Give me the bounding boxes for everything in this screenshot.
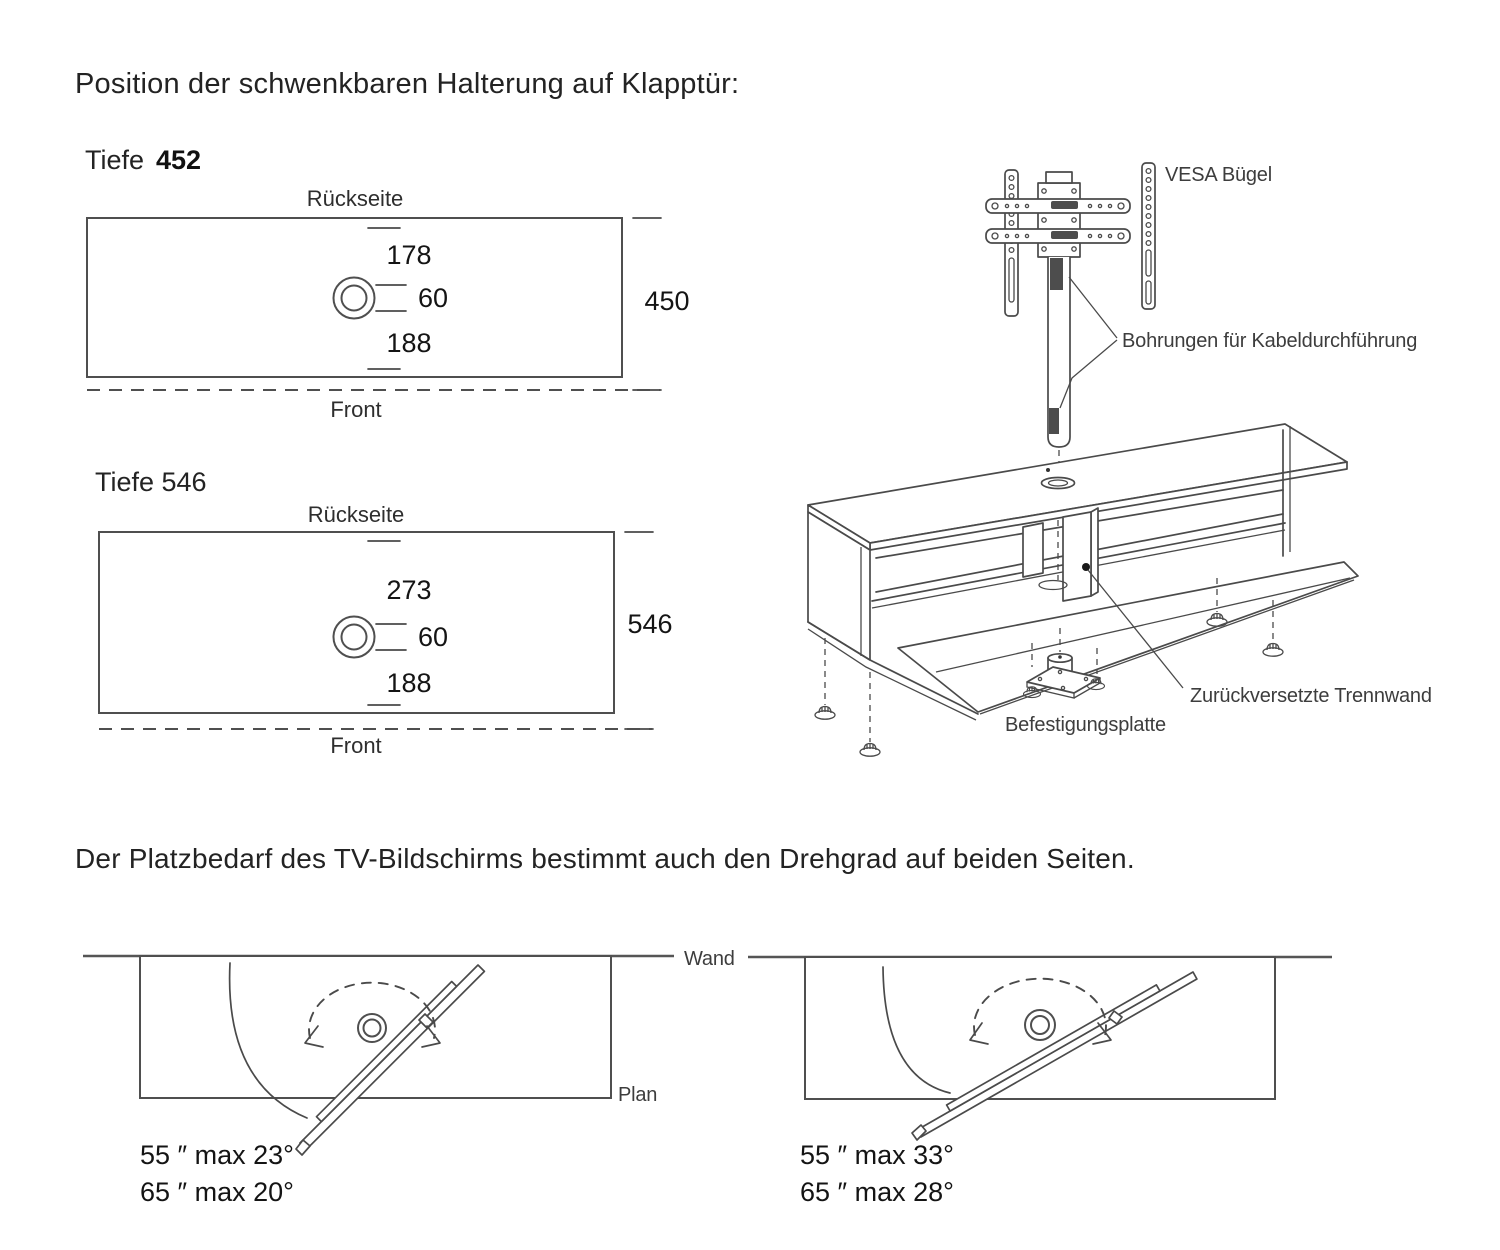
- dim-top: 178: [386, 240, 432, 270]
- dim-hole: 60: [417, 622, 449, 652]
- depth-546-diagram: [99, 502, 673, 758]
- swivel-right-spec-1: 55 ″ max 33°: [800, 1140, 954, 1170]
- mounting-pole: [1048, 257, 1070, 447]
- back-label: Rückseite: [306, 186, 404, 211]
- page-title: Position der schwenkbaren Halterung auf Klapptür:: [75, 68, 740, 100]
- cable-hole-lower: [1049, 408, 1059, 434]
- tiefe-value: 452: [156, 145, 202, 175]
- front-label: Front: [330, 733, 382, 758]
- tiefe-label: Tiefe: [85, 145, 145, 175]
- swivel-right-spec-2: 65 ″ max 28°: [800, 1177, 954, 1207]
- partition-label: Zurückversetzte Trennwand: [1190, 685, 1432, 707]
- depth-546-heading: Tiefe 546: [95, 467, 207, 497]
- swivel-left-diagram: [83, 956, 674, 1207]
- dim-hole: 60: [417, 283, 449, 313]
- dim-bottom: 188: [386, 328, 432, 358]
- front-label: Front: [330, 397, 382, 422]
- vesa-mount: [986, 163, 1155, 477]
- depth-452-diagram: [87, 186, 690, 422]
- back-label: Rückseite: [307, 502, 405, 527]
- dim-depth: 546: [627, 609, 673, 639]
- dim-top: 273: [386, 575, 432, 605]
- dim-depth: 450: [644, 286, 690, 316]
- partition-board: [1063, 508, 1098, 601]
- wall-label: Wand: [684, 948, 735, 970]
- swivel-left-spec-2: 65 ″ max 20°: [140, 1177, 294, 1207]
- depth-452-heading: [85, 145, 201, 175]
- swivel-right-diagram: [748, 957, 1332, 1207]
- dim-bottom: 188: [386, 668, 432, 698]
- plate-label: Befestigungsplatte: [1005, 714, 1166, 736]
- subtitle: Der Platzbedarf des TV-Bildschirms bestimmt auch den Drehgrad auf beiden Seiten.: [75, 843, 1135, 874]
- plan-label: Plan: [618, 1084, 658, 1106]
- vesa-label: VESA Bügel: [1165, 164, 1272, 186]
- cable-holes-label: Bohrungen für Kabeldurchführung: [1122, 330, 1418, 352]
- vesa-bracket-rail: [1142, 163, 1155, 309]
- cable-hole-upper: [1050, 258, 1063, 290]
- tv-stand-illustration: [808, 163, 1432, 756]
- swivel-left-spec-1: 55 ″ max 23°: [140, 1140, 294, 1170]
